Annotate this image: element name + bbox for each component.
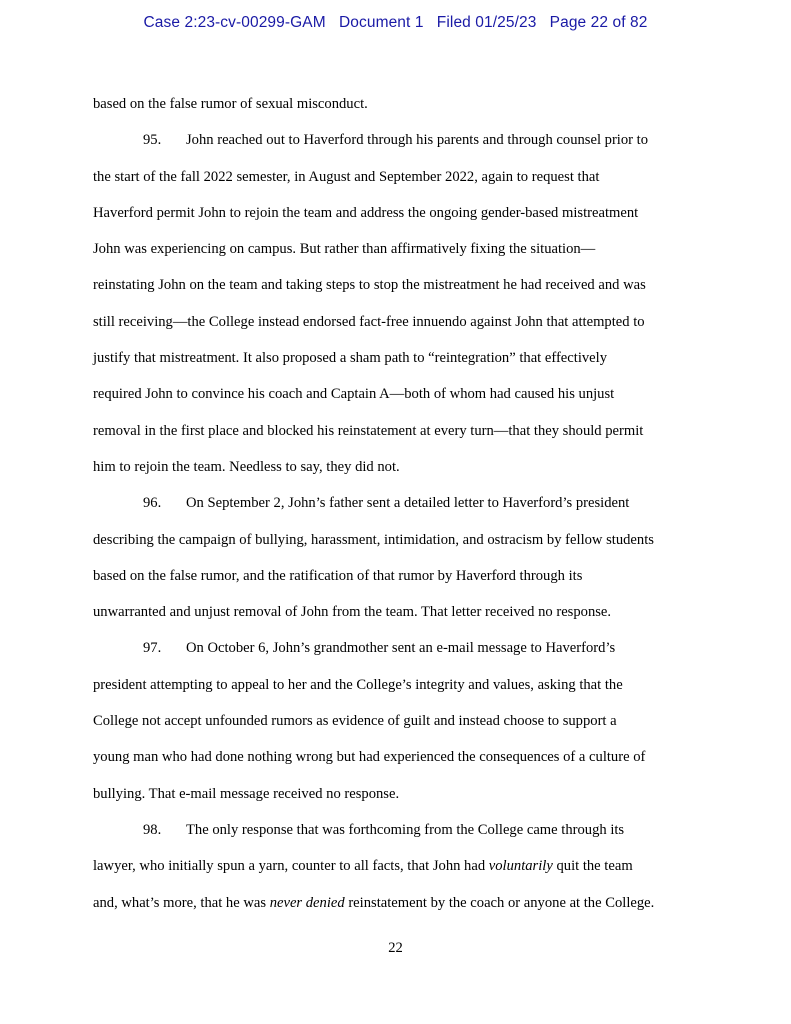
text-segment: reinstatement by the coach or anyone at the College.	[344, 894, 655, 911]
case-number: Case 2:23-cv-00299-GAM	[143, 14, 326, 31]
paragraph-first-line	[93, 485, 697, 521]
paragraph-line: still receiving—the College instead endorsed fact-free innuendo against John that attempted to	[93, 313, 645, 330]
document-number: Document 1	[338, 14, 424, 31]
page-number: 22	[388, 940, 403, 956]
paragraph-line: removal in the first place and blocked his reinstatement at every turn—that they should permit	[93, 422, 644, 439]
paragraph-line: based on the false rumor, and the ratification of that rumor by Haverford through its	[93, 567, 583, 584]
paragraph-first-line	[93, 812, 697, 848]
paragraph-first-line	[93, 630, 697, 666]
page-footer	[0, 940, 791, 957]
paragraph-number: 97.	[143, 640, 162, 657]
paragraph-number: 98.	[143, 821, 162, 838]
paragraph-line: On October 6, John’s grandmother sent an e-mail message to Haverford’s	[186, 640, 616, 657]
italic-emphasis: never denied	[269, 894, 345, 911]
paragraph-number: 96.	[143, 495, 162, 512]
paragraph-line: bullying. That e-mail message received no response.	[93, 785, 400, 802]
paragraph-line: On September 2, John’s father sent a detailed letter to Haverford’s president	[186, 495, 630, 512]
paragraph-line: unwarranted and unjust removal of John from the team. That letter received no response.	[93, 604, 612, 621]
paragraph-97	[93, 630, 697, 811]
paragraph-line: required John to convince his coach and Captain A—both of whom had caused his unjust	[93, 386, 615, 403]
paragraph-95	[93, 122, 697, 485]
paragraph-line: reinstating John on the team and taking steps to stop the mistreatment he had received and was	[93, 277, 646, 294]
text-segment: lawyer, who initially spun a yarn, counter to all facts, that John had	[93, 858, 489, 875]
paragraph-line: The only response that was forthcoming from the College came through its	[186, 821, 625, 838]
paragraph-line: justify that mistreatment. It also proposed a sham path to “reintegration” that effectively	[93, 350, 608, 367]
paragraph-line: describing the campaign of bullying, harassment, intimidation, and ostracism by fellow students	[93, 531, 654, 548]
paragraph-line	[93, 885, 697, 921]
paragraph-line: Haverford permit John to rejoin the team and address the ongoing gender-based mistreatment	[93, 204, 639, 221]
paragraph-line: him to rejoin the team. Needless to say, they did not.	[93, 458, 400, 475]
paragraph-number: 95.	[143, 132, 162, 149]
text-segment: and, what’s more, that he was	[93, 894, 270, 911]
text-segment: quit the team	[552, 858, 633, 875]
case-header	[0, 14, 791, 32]
paragraph-line: the start of the fall 2022 semester, in August and September 2022, again to request that	[93, 168, 600, 185]
page-indicator: Page 22 of 82	[549, 14, 648, 31]
paragraph-first-line	[93, 122, 697, 158]
document-body	[93, 86, 697, 921]
filed-date: Filed 01/25/23	[436, 14, 537, 31]
paragraph-line: College not accept unfounded rumors as evidence of guilt and instead choose to support a	[93, 713, 617, 730]
paragraph-line: president attempting to appeal to her and the College’s integrity and values, asking that the	[93, 676, 623, 693]
paragraph-line	[93, 848, 697, 884]
paragraph-line: John was experiencing on campus. But rather than affirmatively fixing the situation—	[93, 241, 596, 258]
paragraph-96	[93, 485, 697, 630]
paragraph-98	[93, 812, 697, 921]
continuation-line: based on the false rumor of sexual misconduct.	[93, 96, 368, 112]
italic-emphasis: voluntarily	[488, 858, 553, 875]
paragraph-line: John reached out to Haverford through his parents and through counsel prior to	[186, 132, 649, 149]
paragraph-line: young man who had done nothing wrong but had experienced the consequences of a culture of	[93, 749, 646, 766]
